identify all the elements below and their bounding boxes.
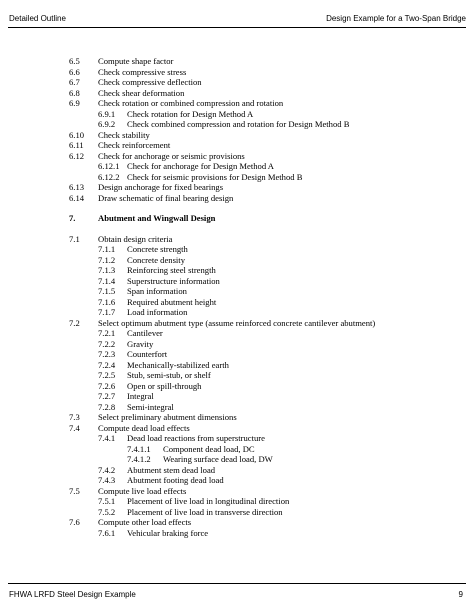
outline-item-text: Abutment stem dead load bbox=[127, 464, 216, 475]
outline-item-text: Design anchorage for fixed bearings bbox=[98, 182, 224, 192]
outline-item-number: 6.9.1 bbox=[98, 108, 116, 119]
outline-item-text: Compute other load effects bbox=[98, 517, 192, 527]
outline-item-number: 7.4.1.1 bbox=[127, 443, 151, 454]
footer-divider bbox=[8, 583, 466, 584]
outline-item-number: 7.4.3 bbox=[98, 475, 116, 485]
outline-item-text: Check compressive deflection bbox=[98, 77, 202, 87]
outline-item-text: Obtain design criteria bbox=[98, 233, 173, 244]
outline-item-number: 6.7 bbox=[69, 77, 80, 87]
outline-item-number: 6.8 bbox=[69, 87, 80, 98]
outline-item-number: 7.2.3 bbox=[98, 349, 116, 359]
outline-item-number: 6.13 bbox=[69, 182, 85, 192]
outline-item-text: Cantilever bbox=[127, 328, 163, 338]
outline-item-text: Select preliminary abutment dimensions bbox=[98, 412, 237, 422]
outline-item-text: Gravity bbox=[127, 338, 154, 349]
outline-item-text: Stub, semi-stub, or shelf bbox=[127, 370, 211, 380]
outline-item-number: 7.2.5 bbox=[98, 370, 116, 380]
outline-item-text: Placement of live load in longitudinal direction bbox=[127, 496, 290, 506]
outline-item-text: Component dead load, DC bbox=[163, 443, 255, 454]
outline-item-number: 7.1.4 bbox=[98, 275, 116, 286]
outline-item-text: Load information bbox=[127, 307, 188, 317]
outline-item-text: Abutment footing dead load bbox=[127, 475, 224, 485]
outline-item-text: Span information bbox=[127, 286, 187, 296]
outline-item-number: 7.2.7 bbox=[98, 391, 116, 401]
outline-item-text: Check compressive stress bbox=[98, 66, 187, 77]
outline-item-text: Check for anchorage or seismic provisions bbox=[98, 150, 245, 161]
outline-item-text: Check stability bbox=[98, 129, 150, 140]
outline-item-text: Select optimum abutment type (assume reinforced concrete cantilever abutment) bbox=[98, 317, 376, 328]
outline-item-text: Check for anchorage for Design Method A bbox=[127, 161, 275, 171]
outline-item-text: Vehicular braking force bbox=[127, 527, 209, 538]
outline-item-text: Draw schematic of final bearing design bbox=[98, 192, 234, 203]
outline-item-text: Compute shape factor bbox=[98, 56, 174, 66]
outline-item-number: 7.1.3 bbox=[98, 265, 116, 275]
outline-item-number: 7.4.2 bbox=[98, 464, 116, 475]
outline-item-number: 7.6 bbox=[69, 517, 80, 527]
outline-item-number: 7.4.1.2 bbox=[127, 454, 151, 464]
outline-item-number: 7.1.6 bbox=[98, 296, 116, 307]
outline-item-text: Compute live load effects bbox=[98, 485, 187, 496]
outline-item-text: Check reinforcement bbox=[98, 140, 171, 150]
outline-item-number: 7.2.1 bbox=[98, 328, 116, 338]
outline-item-number: 6.9.2 bbox=[98, 119, 116, 129]
outline-item-text: Check for seismic provisions for Design Method B bbox=[127, 171, 303, 182]
outline-item-number: 7.1.1 bbox=[98, 244, 116, 254]
outline-item-text: Check rotation for Design Method A bbox=[127, 108, 254, 119]
running-header-subtitle: Design Example for a Two-Span Bridge bbox=[326, 14, 466, 23]
outline-item-text: Check rotation or combined compression and rotation bbox=[98, 98, 284, 108]
outline-item-number: 7.5 bbox=[69, 485, 80, 496]
outline-item-text: Reinforcing steel strength bbox=[127, 265, 216, 275]
outline-item-text: Wearing surface dead load, DW bbox=[163, 454, 273, 464]
outline-item-number: 6.12.1 bbox=[98, 161, 120, 171]
outline-item-number: 7.1.5 bbox=[98, 286, 116, 296]
outline-item-number: 7.4.1 bbox=[98, 433, 116, 443]
outline-item-text: Concrete strength bbox=[127, 244, 188, 254]
outline-item-number: 7.3 bbox=[69, 412, 80, 422]
outline-item-number: 7.6.1 bbox=[98, 527, 116, 538]
outline-item-text: Compute dead load effects bbox=[98, 422, 190, 433]
outline-item-number: 6.14 bbox=[69, 192, 85, 203]
outline-item-number: 7.2.6 bbox=[98, 380, 116, 391]
outline-item-text: Abutment and Wingwall Design bbox=[98, 213, 216, 223]
outline-item-text: Dead load reactions from superstructure bbox=[127, 433, 265, 443]
outline-item-text: Concrete density bbox=[127, 254, 185, 265]
outline-item-number: 7.2.2 bbox=[98, 338, 116, 349]
outline-item-number: 7.5.1 bbox=[98, 496, 116, 506]
outline-item-number: 7. bbox=[69, 213, 76, 223]
outline-item-number: 7.4 bbox=[69, 422, 80, 433]
outline-item-number: 7.2.8 bbox=[98, 401, 116, 412]
page-number: 9 bbox=[458, 590, 463, 599]
outline-item-text: Mechanically-stabilized earth bbox=[127, 359, 229, 370]
outline-item-number: 6.9 bbox=[69, 98, 80, 108]
outline-item-number: 7.1.2 bbox=[98, 254, 116, 265]
outline-item-text: Semi-integral bbox=[127, 401, 174, 412]
outline-item-text: Check combined compression and rotation for Design Method B bbox=[127, 119, 350, 129]
outline-item-number: 6.12.2 bbox=[98, 171, 120, 182]
outline-item-number: 7.2 bbox=[69, 317, 80, 328]
outline-item-number: 6.10 bbox=[69, 129, 85, 140]
outline-item-text: Check shear deformation bbox=[98, 87, 185, 98]
outline-item-number: 6.12 bbox=[69, 150, 85, 161]
outline-item-text: Required abutment height bbox=[127, 296, 217, 307]
outline-item-text: Superstructure information bbox=[127, 275, 220, 286]
outline-item-text: Integral bbox=[127, 391, 154, 401]
outline-item-number: 7.1 bbox=[69, 233, 80, 244]
outline-item-number: 7.5.2 bbox=[98, 506, 116, 517]
outline-item-number: 7.2.4 bbox=[98, 359, 116, 370]
outline-item-text: Placement of live load in transverse direction bbox=[127, 506, 283, 517]
outline-item-number: 6.11 bbox=[69, 140, 84, 150]
outline-item-text: Counterfort bbox=[127, 349, 168, 359]
outline-item-number: 7.1.7 bbox=[98, 307, 116, 317]
running-header-title: Detailed Outline bbox=[9, 14, 66, 23]
outline-item-number: 6.5 bbox=[69, 56, 80, 66]
footer-document-title: FHWA LRFD Steel Design Example bbox=[9, 590, 136, 599]
outline-item-number: 6.6 bbox=[69, 66, 80, 77]
outline-item-text: Open or spill-through bbox=[127, 380, 202, 391]
